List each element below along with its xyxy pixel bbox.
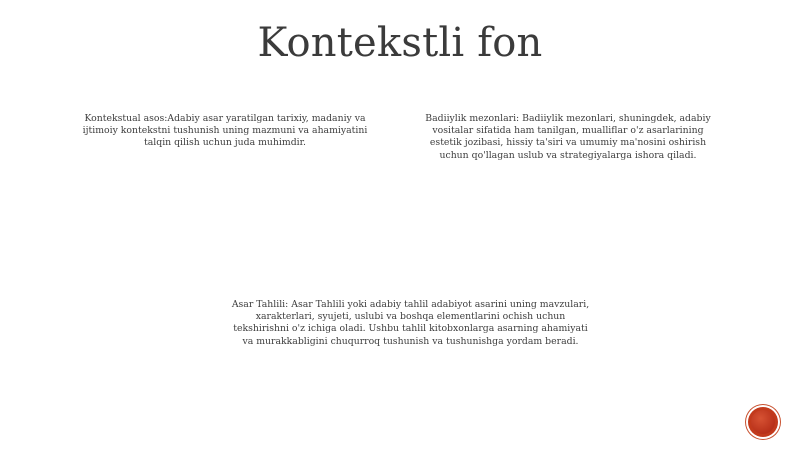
- contextual-basis-text: Kontekstual asos:Adabiy asar yaratilgan tarixiy, madaniy va ijtimoiy kontekstni tushunish uning mazmuni va ahamiyatini talqin qilish uchun juda muhimdir.: [82, 113, 368, 149]
- work-analysis-text: Asar Tahlili: Asar Tahlili yoki adabiy tahlil adabiyot asarini uning mavzulari, xarakterlari, syujeti, uslubi va boshqa elementlarini ochish uchun tekshirishni o'z ichiga oladi. Ushbu tahlil kitobxonlarga asarning ahamiyati va murakkabligini chuqurroq tushunish va tushunishga yordam beradi.: [231, 299, 590, 347]
- slide-nav-button[interactable]: [748, 407, 778, 437]
- red-circle-icon: [751, 410, 775, 434]
- artistic-criteria-text: Badiiylik mezonlari: Badiiylik mezonlari, shuningdek, adabiy vositalar sifatida ham tanilgan, mualliflar o'z asarlarining estetik jozibasi, hissiy ta'siri va umumiy ma'nosini oshirish uchun qo'llagan uslub va strategiyalarga ishora qiladi.: [425, 113, 711, 161]
- slide-title: Kontekstli fon: [257, 20, 543, 66]
